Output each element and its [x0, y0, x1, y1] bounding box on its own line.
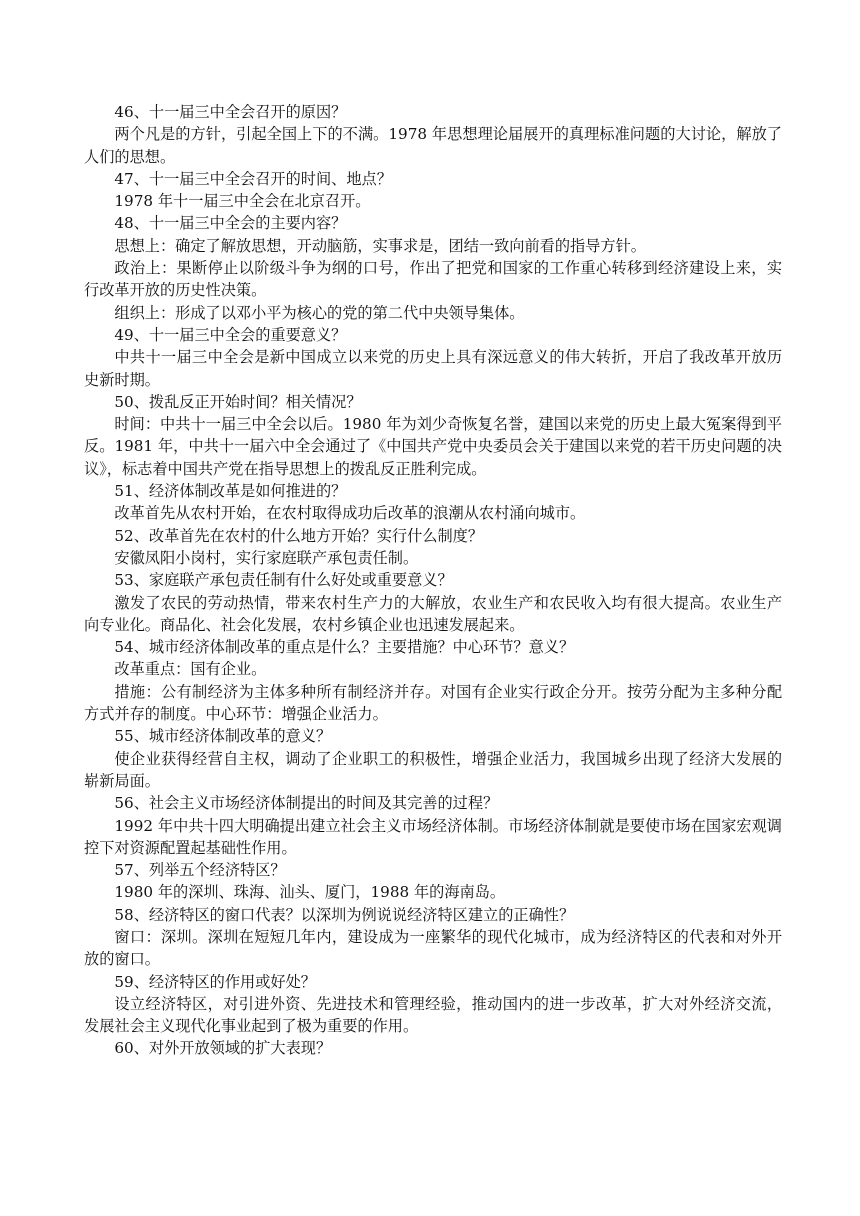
question-54: 54、城市经济体制改革的重点是什么？主要措施？中心环节？意义？	[114, 638, 575, 657]
document-page	[84, 101, 782, 1060]
answer-48-ideology: 思想上：确定了解放思想，开动脑筋，实事求是，团结一致向前看的指导方针。	[114, 236, 646, 255]
answer-46: 两个凡是的方针，引起全国上下的不满。1978 年思想理论届展开的真理标准问题的大讨论，解放了人们的思想。	[84, 125, 782, 166]
answer-51: 改革首先从农村开始，在农村取得成功后改革的浪潮从农村涌向城市。	[114, 504, 586, 523]
answer-59: 设立经济特区，对引进外资、先进技术和管理经验，推动国内的进一步改革，扩大对外经济交流，发展社会主义现代化事业起到了极为重要的作用。	[84, 994, 782, 1036]
question-56: 56、社会主义市场经济体制提出的时间及其完善的过程？	[114, 794, 499, 813]
question-47: 47、十一届三中全会召开的时间、地点？	[114, 169, 392, 188]
question-51: 51、经济体制改革是如何推进的？	[114, 482, 347, 501]
question-58: 58、经济特区的窗口代表？以深圳为例说说经济特区建立的正确性？	[114, 905, 575, 924]
answer-57: 1980 年的深圳、珠海、汕头、厦门，1988 年的海南岛。	[114, 883, 506, 902]
question-57: 57、列举五个经济特区？	[114, 861, 286, 880]
question-60: 60、对外开放领域的扩大表现？	[114, 1039, 332, 1058]
answer-52: 安徽凤阳小岗村，实行家庭联产承包责任制。	[114, 548, 419, 567]
answer-54-focus: 改革重点：国有企业。	[114, 660, 267, 679]
answer-54-measures: 措施：公有制经济为主体多种所有制经济并存。对国有企业实行政企分开。按劳分配为主多种分配方式并存的制度。中心环节：增强企业活力。	[84, 682, 782, 724]
question-48: 48、十一届三中全会的主要内容？	[114, 214, 347, 233]
answer-48-politics: 政治上：果断停止以阶级斗争为纲的口号，作出了把党和国家的工作重心转移到经济建设上来，实行改革开放的历史性决策。	[84, 259, 782, 300]
answer-49: 中共十一届三中全会是新中国成立以来党的历史上具有深远意义的伟大转折，开启了我改革开放历史新时期。	[84, 348, 782, 389]
question-49: 49、十一届三中全会的重要意义？	[114, 325, 347, 344]
question-53: 53、家庭联产承包责任制有什么好处或重要意义？	[114, 571, 453, 590]
answer-58: 窗口：深圳。深圳在短短几年内，建设成为一座繁华的现代化城市，成为经济特区的代表和对外开放的窗口。	[84, 927, 782, 969]
question-52: 52、改革首先在农村的什么地方开始？实行什么制度？	[114, 526, 484, 545]
answer-53: 激发了农民的劳动热情，带来农村生产力的大解放，农业生产和农民收入均有很大提高。农业生产向专业化。商品化、社会化发展，农村乡镇企业也迅速发展起来。	[84, 593, 782, 634]
question-50: 50、拨乱反正开始时间？相关情况？	[114, 392, 362, 411]
question-46: 46、十一届三中全会召开的原因？	[114, 103, 347, 121]
answer-56: 1992 年中共十四大明确提出建立社会主义市场经济体制。市场经济体制就是要使市场在国家宏观调控下对资源配置起基础性作用。	[84, 816, 782, 857]
question-59: 59、经济特区的作用或好处？	[114, 972, 316, 991]
answer-47: 1978 年十一届三中全会在北京召开。	[114, 192, 371, 211]
answer-48-organization: 组织上：形成了以邓小平为核心的党的第二代中央领导集体。	[114, 303, 525, 322]
answer-55: 使企业获得经营自主权，调动了企业职工的积极性，增强企业活力，我国城乡出现了经济大发展的崭新局面。	[84, 749, 782, 790]
question-55: 55、城市经济体制改革的意义？	[114, 727, 332, 746]
answer-50: 时间：中共十一届三中全会以后。1980 年为刘少奇恢复名誉，建国以来党的历史上最大冤案得到平反。1981 年，中共十一届六中全会通过了《中国共产党中央委员会关于建国以来党的若干历史问题的决议》，标志着中国共产党在指导思想上的拨乱反正胜利完成。	[84, 415, 782, 478]
